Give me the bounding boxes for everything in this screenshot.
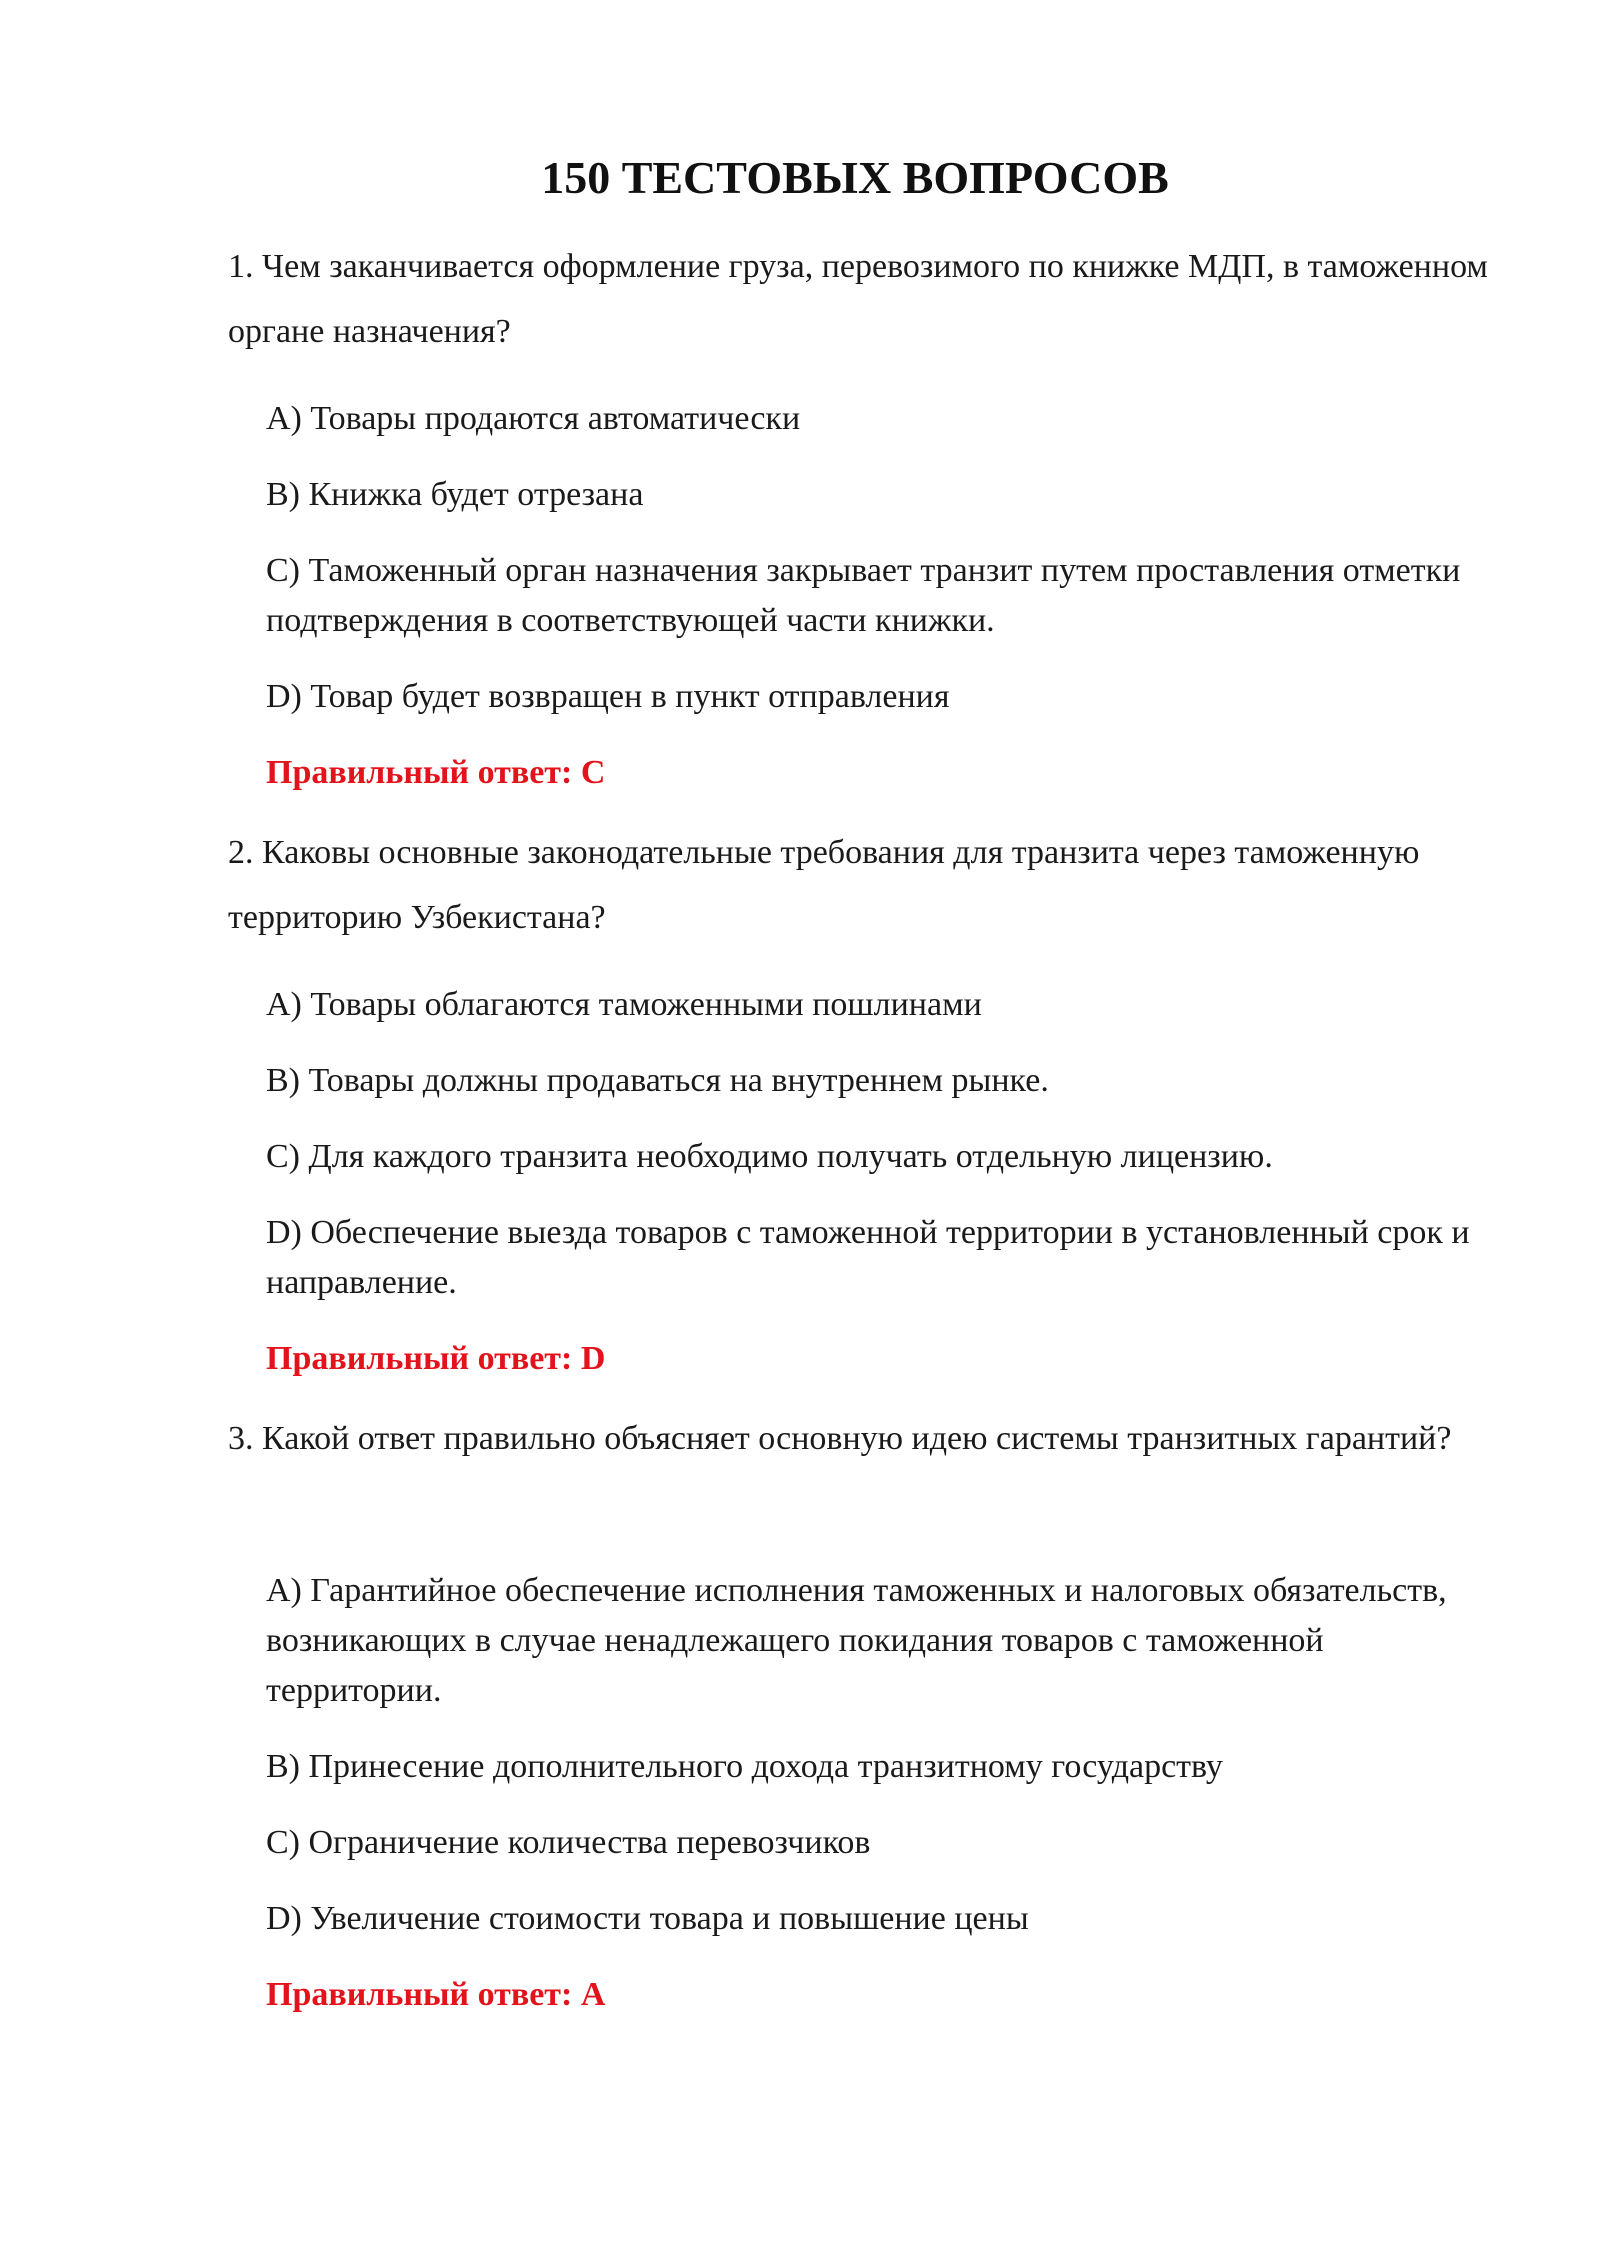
question-2-option-d: D) Обеспечение выезда товаров с таможенной территории в установленный срок и направление. (266, 1214, 1470, 1301)
question-1-option-d: D) Товар будет возвращен в пункт отправления (266, 678, 950, 715)
question-3-option-c: C) Ограничение количества перевозчиков (266, 1824, 871, 1861)
question-3-option-d: D) Увеличение стоимости товара и повышение цены (266, 1900, 1029, 1937)
question-1-correct-answer: Правильный ответ: C (266, 754, 606, 791)
question-3-option-b: B) Принесение дополнительного дохода транзитному государству (266, 1748, 1223, 1785)
document-title: 150 ТЕСТОВЫХ ВОПРОСОВ (541, 152, 1169, 203)
question-1-text: 1. Чем заканчивается оформление груза, перевозимого по книжке МДП, в таможенном органе назначения? (228, 248, 1488, 350)
question-2-option-c: C) Для каждого транзита необходимо получать отдельную лицензию. (266, 1138, 1273, 1175)
question-2-text: 2. Каковы основные законодательные требования для транзита через таможенную территорию Узбекистана? (228, 834, 1420, 936)
question-3-option-a: A) Гарантийное обеспечение исполнения таможенных и налоговых обязательств, возникающих в случае ненадлежащего покидания товаров с таможенной территории. (266, 1572, 1447, 1709)
question-1-option-b: B) Книжка будет отрезана (266, 476, 644, 513)
question-3-text: 3. Какой ответ правильно объясняет основную идею системы транзитных гарантий? (228, 1420, 1452, 1457)
question-2-option-b: B) Товары должны продаваться на внутреннем рынке. (266, 1062, 1049, 1099)
question-3-correct-answer: Правильный ответ: A (266, 1976, 606, 2013)
question-2-option-a: A) Товары облагаются таможенными пошлинами (266, 986, 982, 1023)
question-1-option-a: A) Товары продаются автоматически (266, 400, 801, 437)
question-2-correct-answer: Правильный ответ: D (266, 1340, 606, 1377)
question-1-option-c: C) Таможенный орган назначения закрывает транзит путем проставления отметки подтверждения в соответствующей части книжки. (266, 552, 1461, 639)
